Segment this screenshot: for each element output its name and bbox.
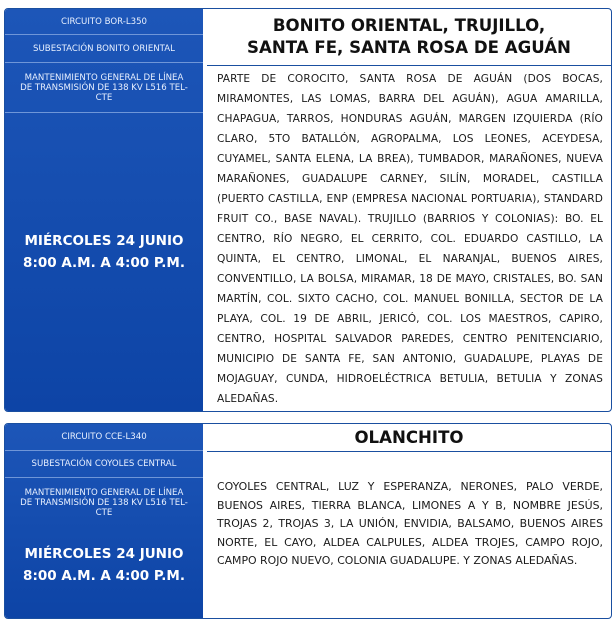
affected-areas-text: COYOLES CENTRAL, LUZ Y ESPERANZA, NERONES, PALO VERDE, BUENOS AIRES, TIERRA BLANCA, LIMONES A Y B, NOMBRE JESÚS, TROJAS 2, TROJAS 3, LA UNIÓN, ENVIDIA, BALSAMO, BUENOS AIRES NORTE, EL CAYO, ALDEA CALPULES, ALDEA TROJES, CAMPO ROJO, CAMPO ROJO NUEVO, COLONIA GUADALUPE. Y ZONAS ALEDAÑAS.: [217, 480, 603, 568]
circuit-label: CIRCUITO CCE-L340: [5, 424, 203, 451]
maintenance-description: MANTENIMIENTO GENERAL DE LÍNEA DE TRANSMISIÓN DE 138 KV L516 TEL-CTE: [20, 488, 188, 518]
schedule-panel: [5, 424, 203, 618]
title-line-1: BONITO ORIENTAL, TRUJILLO,: [272, 16, 546, 35]
schedule-panel: [5, 9, 203, 411]
outage-date: MIÉRCOLES 24 JUNIO: [24, 233, 184, 249]
outage-time: 8:00 A.M. A 4:00 P.M.: [23, 255, 185, 271]
affected-areas-text: PARTE DE COROCITO, SANTA ROSA DE AGUÁN (DOS BOCAS, MIRAMONTES, LAS LOMAS, BARRA DEL AGUÁN), AGUA AMARILLA, CHAPAGUA, TARROS, HONDURAS AGUÁN, MARGEN IZQUIERDA (RÍO CLARO, 5TO BATALLÓN, AGROPALMA, LOS LEONES, ACEYDESA, CUYAMEL, SANTA ELENA, LA BREA), TUMBADOR, MARAÑONES, NUEVA MARAÑONES, GUADALUPE CARNEY, SILÍN, MORADEL, CASTILLA (PUERTO CASTILLA, ENP (EMPRESA NACIONAL PORTUARIA), STANDARD FRUIT CO., BASE NAVAL). TRUJILLO (BARRIOS Y COLONIAS): BO. EL CENTRO, RÍO NEGRO, EL CERRITO, COL. EDUARDO CASTILLO, LA QUINTA, EL CENTRO, LIMONAL, EL NARANJAL, BUENOS AIRES, CONVENTILLO, LA BOLSA, MIRAMAR, 18 DE MAYO, CRISTALES, BO. SAN MARTÍN, COL. SIXTO CACHO, COL. MANUEL BONILLA, SECTOR DE LA PLAYA, COL. 19 DE ABRIL, JERICÓ, COL. LOS MAESTROS, CAPIRO, CENTRO, HOSPITAL SALVADOR PAREDES, CENTRO PENITENCIARIO, MUNICIPIO DE SANTA FE, SAN ANTONIO, GUADALUPE, PLAYAS DE MOJAGUAY, CUNDA, HIDROELÉCTRICA BETULIA, BETULIA Y ZONAS ALEDAÑAS.: [217, 73, 603, 405]
circuit-label: CIRCUITO BOR-L350: [5, 9, 203, 35]
outage-card-olanchito: [4, 423, 612, 619]
areas-panel: [207, 424, 611, 618]
affected-zone-title: [207, 9, 611, 66]
substation-label: SUBESTACIÓN COYOLES CENTRAL: [5, 451, 203, 478]
outage-card-bonito-oriental: [4, 8, 612, 412]
affected-zone-title: OLANCHITO: [207, 424, 611, 452]
outage-date: MIÉRCOLES 24 JUNIO: [24, 546, 184, 562]
outage-time: 8:00 A.M. A 4:00 P.M.: [23, 568, 185, 584]
maintenance-description: MANTENIMIENTO GENERAL DE LÍNEA DE TRANSMISIÓN DE 138 KV L516 TEL-CTE: [5, 63, 203, 113]
substation-label: SUBESTACIÓN BONITO ORIENTAL: [5, 35, 203, 63]
title-line-2: SANTA FE, SANTA ROSA DE AGUÁN: [247, 38, 571, 57]
areas-panel: [207, 9, 611, 411]
